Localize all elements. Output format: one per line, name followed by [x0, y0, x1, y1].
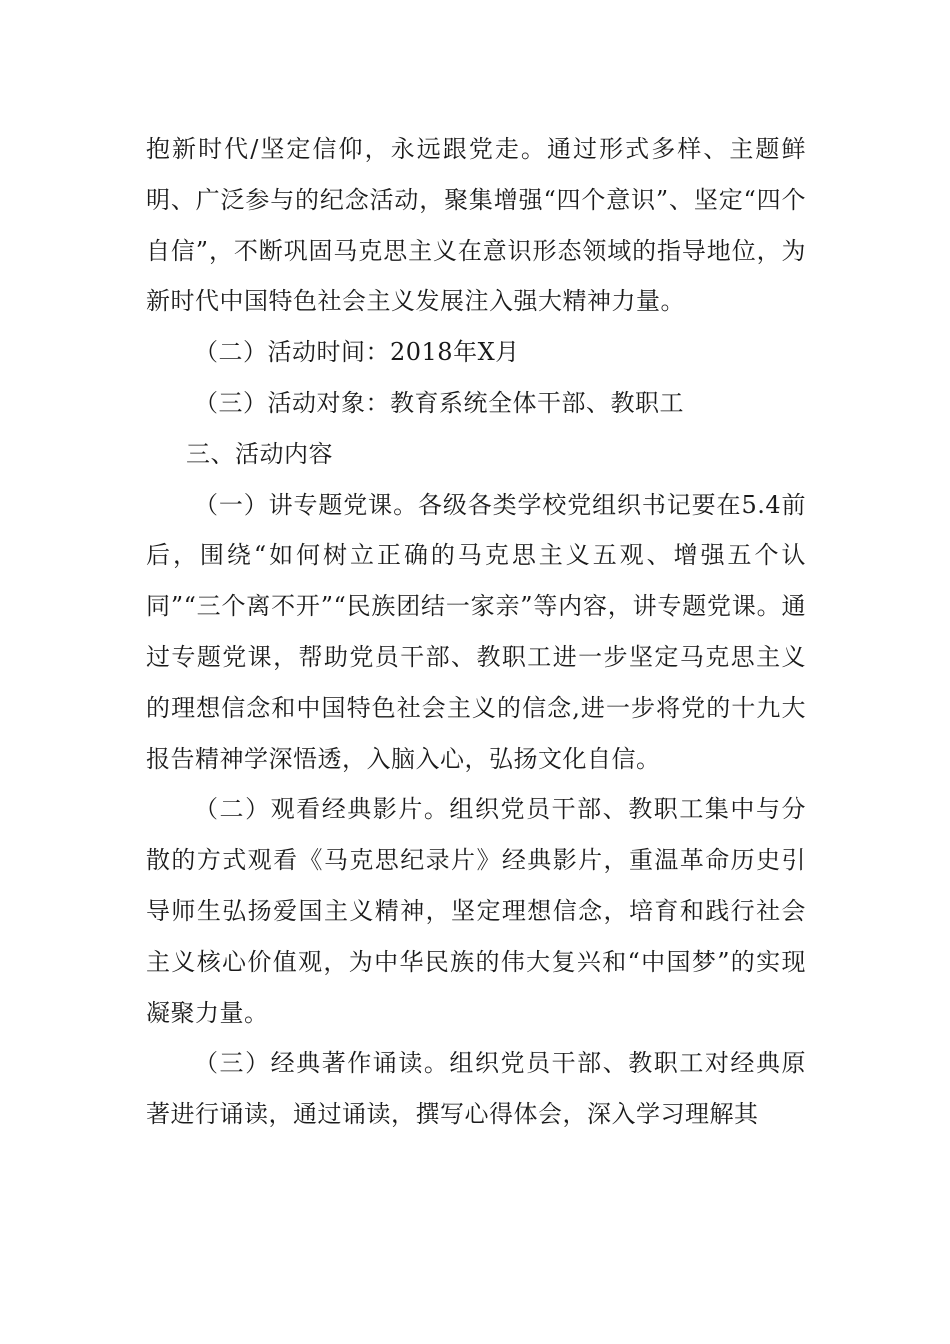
document-body [146, 124, 806, 1140]
paragraph-content-item-two: （二）观看经典影片。组织党员干部、教职工集中与分散的方式观看《马克思纪录片》经典影片，重温革命历史引导师生弘扬爱国主义精神，坚定理想信念，培育和践行社会主义核心价值观，为中华民族的伟大复兴和“中国梦”的实现凝聚力量。 [146, 795, 806, 1027]
section-heading-activity-content: 三、活动内容 [186, 439, 333, 468]
paragraph-activity-target: （三）活动对象：教育系统全体干部、教职工 [194, 388, 684, 417]
paragraph-content-item-three: （三）经典著作诵读。组织党员干部、教职工对经典原著进行诵读，通过诵读，撰写心得体会，深入学习理解其 [146, 1049, 806, 1129]
paragraph-content-item-one: （一）讲专题党课。各级各类学校党组织书记要在5.4前后，围绕“如何树立正确的马克思主义五观、增强五个认同”“三个离不开”“民族团结一家亲”等内容，讲专题党课。通过专题党课，帮助党员干部、教职工进一步坚定马克思主义的理想信念和中国特色社会主义的信念,进一步将党的十九大报告精神学深悟透，入脑入心，弘扬文化自信。 [146, 490, 806, 773]
paragraph-activity-time: （二）活动时间：2018年X月 [194, 338, 520, 367]
paragraph-intro-continued: 抱新时代/坚定信仰，永远跟党走。通过形式多样、主题鲜明、广泛参与的纪念活动，聚集增强“四个意识”、坚定“四个自信”，不断巩固马克思主义在意识形态领域的指导地位，为新时代中国特色社会主义发展注入强大精神力量。 [146, 135, 806, 316]
